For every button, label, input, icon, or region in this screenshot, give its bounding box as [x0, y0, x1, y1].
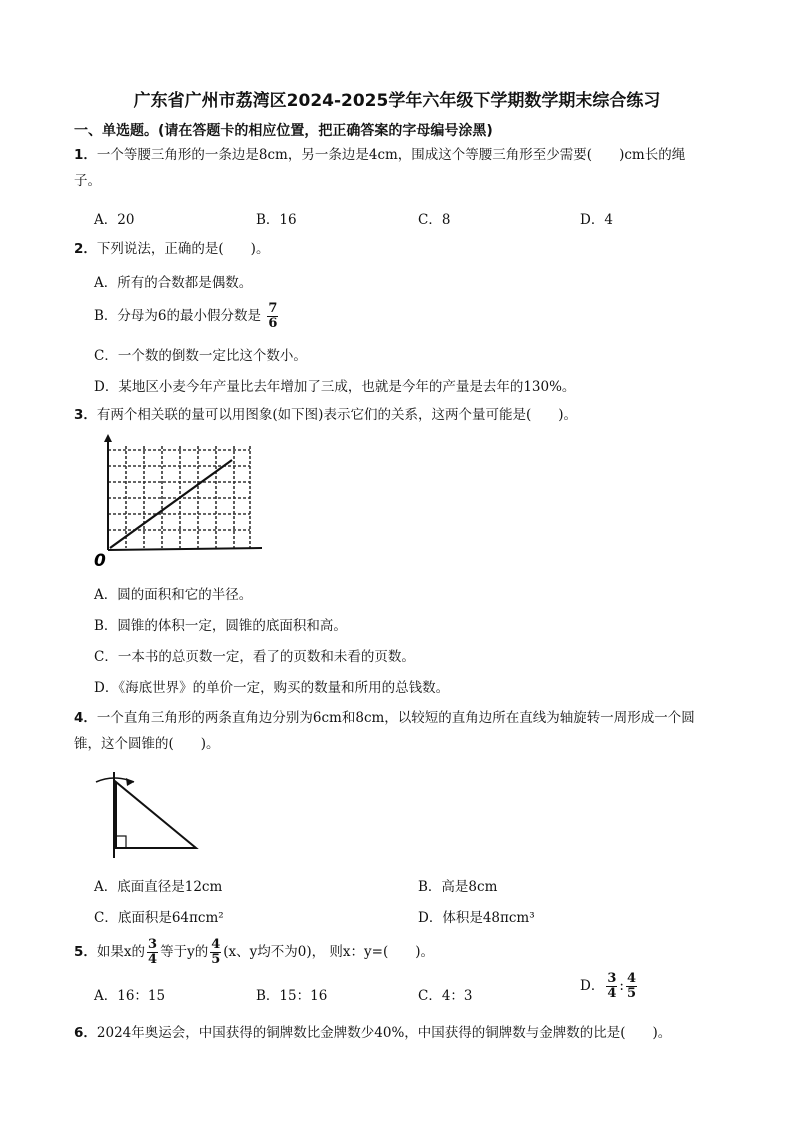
question-number: 6． [74, 1025, 97, 1041]
fraction-numerator: 3 [607, 971, 617, 986]
page-title: 广东省广州市荔湾区2024-2025学年六年级下学期数学期末综合练习 [133, 91, 661, 111]
option-b: B．圆锥的体积一定，圆锥的底面积和高。 [94, 618, 347, 634]
question-6 [74, 1020, 754, 1046]
option-a: A．20 [94, 212, 135, 228]
question-3 [74, 402, 754, 428]
right-angle-mark [116, 836, 126, 848]
data-line [110, 460, 232, 548]
section-heading: 一、单选题。(请在答题卡的相应位置，把正确答案的字母编号涂黑) [74, 123, 493, 139]
option-d: D． $\frac{3}{4}$ : $\frac{4}{5}$ [580, 971, 636, 1001]
option-c: C．底面积是64πcm² [94, 910, 224, 926]
option-d: D．《海底世界》的单价一定，购买的数量和所用的总钱数。 [94, 680, 450, 696]
question-text: 2024年奥运会，中国获得的铜牌数比金牌数少40%，中国获得的铜牌数与金牌数的比是( )。 [96, 1025, 672, 1041]
option-b: B．16 [256, 212, 297, 228]
fraction-denominator: 5 [626, 986, 636, 1001]
question-5 [74, 938, 754, 967]
question-number: 5． [74, 944, 97, 960]
fraction-denominator: 4 [148, 952, 158, 967]
question-text: 下列说法，正确的是( )。 [96, 241, 270, 257]
option-a: A．底面直径是12cm [94, 879, 223, 895]
fraction-denominator: 5 [211, 952, 221, 967]
right-triangle-figure [90, 770, 230, 865]
option-d: D．体积是48πcm³ [418, 910, 535, 926]
option-c: C．一个数的倒数一定比这个数小。 [94, 348, 307, 364]
triangle [116, 782, 196, 848]
fraction-numerator: 4 [211, 937, 221, 952]
question-number: 3． [74, 407, 97, 423]
option-d: D．4 [580, 212, 613, 228]
question-number: 2． [74, 241, 97, 257]
option-c: C．4：3 [418, 988, 473, 1004]
question-number: 4． [74, 710, 97, 726]
fraction [267, 302, 278, 331]
option-b-text: B．分母为6的最小假分数是 [94, 308, 262, 324]
fraction [606, 972, 617, 1001]
fraction-numerator: 3 [148, 937, 158, 952]
option-d: D．某地区小麦今年产量比去年增加了三成，也就是今年的产量是去年的130%。 [94, 379, 576, 395]
y-axis-arrow [104, 434, 112, 442]
fraction-numerator: 7 [268, 301, 278, 316]
option-c: C．8 [418, 212, 451, 228]
question-text: 一个直角三角形的两条直角边分别为6cm和8cm，以较短的直角边所在直线为轴旋转一周形成一个圆 [96, 710, 695, 726]
question-text-pre: 如果x的 [96, 944, 146, 960]
question-text-cont: 锥，这个圆锥的( )。 [74, 736, 220, 752]
fraction-denominator: 6 [268, 316, 278, 331]
question-text-mid: 等于y的 [160, 944, 209, 960]
origin-label: 0 [94, 551, 106, 571]
question-text: 有两个相关联的量可以用图象(如下图)表示它们的关系，这两个量可能是( )。 [96, 407, 577, 423]
fraction-denominator: 4 [607, 986, 617, 1001]
option-b: B．高是8cm [418, 879, 498, 895]
option-b: B．15：16 [256, 988, 328, 1004]
question-text-cont: 子。 [74, 173, 101, 189]
question-text-post: (x、y均不为0)， 则x：y=( )。 [223, 944, 435, 960]
option-b [94, 302, 280, 331]
fraction-numerator: 4 [626, 971, 636, 986]
fraction [210, 938, 221, 967]
option-a: A．所有的合数都是偶数。 [94, 275, 253, 291]
option-c: C．一本书的总页数一定，看了的页数和未看的页数。 [94, 649, 415, 665]
fraction [626, 972, 637, 1001]
question-text: 一个等腰三角形的一条边是8cm，另一条边是4cm，围成这个等腰三角形至少需要( )cm长的绳 [96, 147, 686, 163]
option-d-label: D． [580, 978, 605, 994]
question-number: 1． [74, 147, 97, 163]
option-a: A．圆的面积和它的半径。 [94, 587, 253, 603]
question-1 [74, 142, 754, 194]
x-axis [108, 548, 262, 550]
question-2 [74, 236, 754, 262]
option-a: A．16：15 [94, 988, 166, 1004]
question-4 [74, 705, 754, 757]
fraction [147, 938, 158, 967]
line-graph [90, 432, 270, 572]
